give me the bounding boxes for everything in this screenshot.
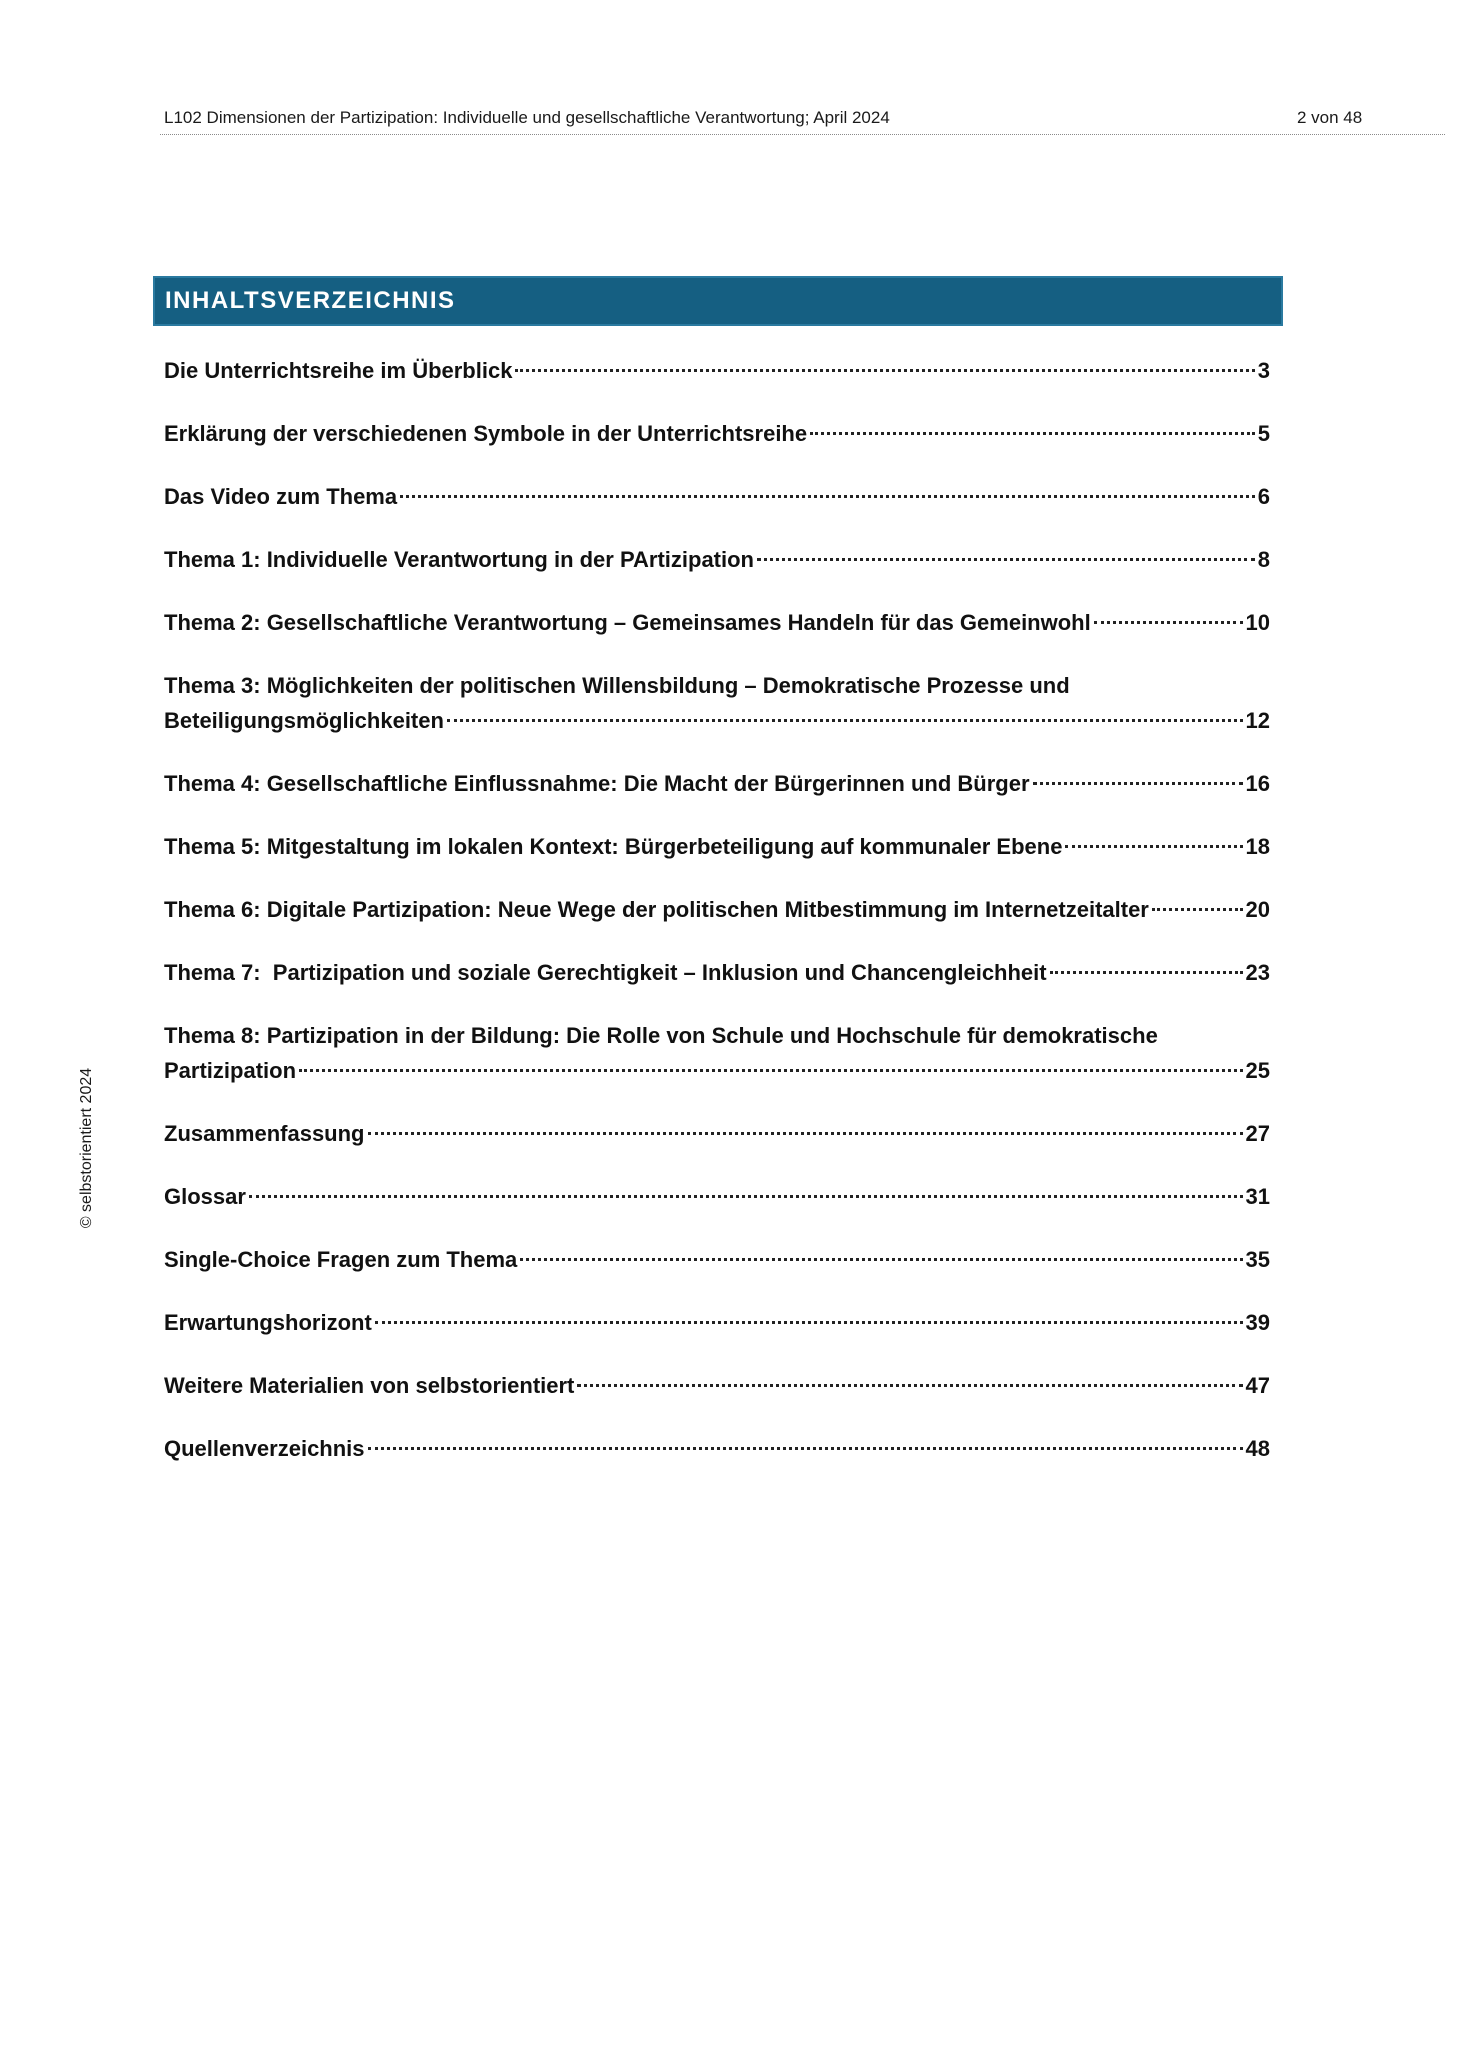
toc-entry-thema-3[interactable] [164,668,1270,738]
toc-entry-thema-2[interactable] [164,605,1270,640]
toc-dot-leader [810,431,1255,435]
toc-dot-leader [375,1320,1243,1324]
toc-dot-leader [400,494,1255,498]
toc-entry-page: 8 [1257,547,1270,572]
copyright-notice: © selbstorientiert 2024 [78,1067,95,1229]
toc-entry-label: Beteiligungsmöglichkeiten [164,708,444,733]
toc-entry-page: 6 [1257,484,1270,509]
toc-entry-single-choice[interactable] [164,1242,1270,1277]
toc-entry-video[interactable] [164,479,1270,514]
toc-entry-page: 3 [1257,358,1270,383]
toc-heading: INHALTSVERZEICHNIS [165,287,456,314]
toc-entry-page: 47 [1245,1373,1270,1398]
toc-entry-label: Weitere Materialien von selbstorientiert [164,1373,575,1398]
toc-entry-glossar[interactable] [164,1179,1270,1214]
toc-entry-thema-6[interactable] [164,892,1270,927]
toc-entry-weitere-materialien[interactable] [164,1368,1270,1403]
toc-entry-thema-7[interactable] [164,955,1270,990]
toc-entry-page: 12 [1245,708,1270,733]
toc-entry-label: Das Video zum Thema [164,484,398,509]
toc-heading-bar [153,276,1283,326]
toc-entry-label: Thema 5: Mitgestaltung im lokalen Kontext: Bürgerbeteiligung auf kommunaler Ebene [164,834,1063,859]
toc-dot-leader [249,1194,1243,1198]
toc-entry-label: Glossar [164,1184,246,1209]
toc-entry-page: 48 [1245,1436,1270,1461]
toc-entry-label: Erwartungshorizont [164,1310,372,1335]
toc-dot-leader [577,1383,1242,1387]
toc-dot-leader [515,368,1254,372]
toc-entry-quellenverzeichnis[interactable] [164,1431,1270,1466]
toc-dot-leader [520,1257,1242,1261]
toc-entry-label: Thema 4: Gesellschaftliche Einflussnahme: Die Macht der Bürgerinnen und Bürger [164,771,1030,796]
toc-entry-thema-4[interactable] [164,766,1270,801]
toc-entry-page: 35 [1245,1247,1270,1272]
toc-entry-zusammenfassung[interactable] [164,1116,1270,1151]
toc-entry-label-line1: Thema 3: Möglichkeiten der politischen Willensbildung – Demokratische Prozesse und [164,673,1070,698]
toc-dot-leader [1094,620,1243,624]
page-number: 2 von 48 [1297,108,1363,127]
toc-entry-label: Thema 2: Gesellschaftliche Verantwortung – Gemeinsames Handeln für das Gemeinwohl [164,610,1091,635]
toc-dot-leader [368,1131,1243,1135]
toc-entry-label: Partizipation [164,1058,297,1083]
toc-dot-leader [1050,970,1243,974]
toc-entry-page: 18 [1245,834,1270,859]
toc-dot-leader [1152,907,1243,911]
toc-dot-leader [299,1068,1243,1072]
toc-entry-page: 27 [1245,1121,1270,1146]
toc-entry-label-line1: Thema 8: Partizipation in der Bildung: Die Rolle von Schule und Hochschule für demokratische [164,1023,1158,1048]
toc-entry-label: Die Unterrichtsreihe im Überblick [164,358,513,383]
toc-entry-label: Erklärung der verschiedenen Symbole in der Unterrichtsreihe [164,421,808,446]
toc-entry-page: 20 [1245,897,1270,922]
toc-entry-label: Thema 1: Individuelle Verantwortung in der PArtizipation [164,547,754,572]
toc-entry-label: Thema 7: Partizipation und soziale Gerechtigkeit – Inklusion und Chancengleichheit [164,960,1047,985]
toc-entry-label: Single-Choice Fragen zum Thema [164,1247,518,1272]
toc-entry-page: 5 [1257,421,1270,446]
toc-dot-leader [368,1446,1243,1450]
toc-dot-leader [447,718,1243,722]
toc-dot-leader [1033,781,1243,785]
toc-entry-page: 25 [1245,1058,1270,1083]
toc-entry-label: Quellenverzeichnis [164,1436,365,1461]
toc-entry-page: 16 [1245,771,1270,796]
toc-entry-page: 23 [1245,960,1270,985]
toc-entry-symbole[interactable] [164,416,1270,451]
toc-dot-leader [757,557,1255,561]
toc-entry-page: 31 [1245,1184,1270,1209]
toc-entry-ueberblick[interactable] [164,353,1270,388]
toc-entry-erwartungshorizont[interactable] [164,1305,1270,1340]
toc-dot-leader [1065,844,1242,848]
toc-entry-thema-8[interactable] [164,1018,1270,1088]
document-title: L102 Dimensionen der Partizipation: Individuelle und gesellschaftliche Verantwortung; April 2024 [164,108,890,127]
toc-entry-label: Thema 6: Digitale Partizipation: Neue Wege der politischen Mitbestimmung im Internetzeitalter [164,897,1149,922]
toc-entry-label: Zusammenfassung [164,1121,365,1146]
toc-entry-page: 39 [1245,1310,1270,1335]
page-header [160,104,1445,135]
toc-entry-page: 10 [1245,610,1270,635]
toc-entry-thema-1[interactable] [164,542,1270,577]
toc-entry-thema-5[interactable] [164,829,1270,864]
